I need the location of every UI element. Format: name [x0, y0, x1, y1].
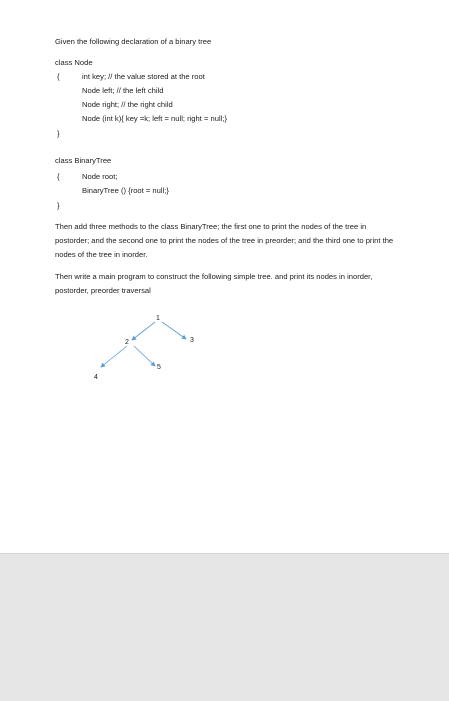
tree-line-constructor: BinaryTree () {root = null;} — [82, 186, 169, 195]
tree-line-root: Node root; — [82, 172, 118, 181]
node-line-constructor: Node (int k){ key =k; left = null; right = null;} — [82, 114, 227, 123]
tree-close-brace: } — [57, 201, 60, 210]
node-close-brace: } — [57, 129, 60, 138]
paragraph-methods: Then add three methods to the class BinaryTree; the first one to print the nodes of the tree in postorder; and the second one to print the nodes of the tree in preorder; and the third one to print the nodes of the tree in inorder. — [55, 222, 394, 259]
node-line-right: Node right; // the right child — [82, 100, 173, 109]
edge-2-4 — [101, 346, 127, 367]
edge-1-3 — [162, 322, 186, 339]
node-class-header: class Node — [55, 58, 93, 67]
node-line-left: Node left; // the left child — [82, 86, 164, 95]
tree-node-5: 5 — [157, 364, 161, 371]
node-open-brace: { — [57, 72, 60, 81]
tree-node-1: 1 — [156, 315, 160, 322]
tree-node-4: 4 — [94, 374, 98, 381]
edge-2-5 — [134, 346, 155, 366]
tree-node-2: 2 — [125, 339, 129, 346]
tree-open-brace: { — [57, 172, 60, 181]
tree-class-header: class BinaryTree — [55, 156, 112, 165]
binary-tree-diagram — [80, 308, 200, 388]
tree-edges — [101, 322, 186, 367]
paragraph-main-program: Then write a main program to construct the following simple tree. and print its nodes in inorder, postorder, preorder traversal — [55, 272, 373, 295]
tree-node-3: 3 — [190, 337, 194, 344]
edge-1-2 — [132, 322, 155, 340]
node-line-key: int key; // the value stored at the root — [82, 72, 205, 81]
intro-text: Given the following declaration of a binary tree — [55, 37, 212, 46]
gray-background-area — [0, 553, 449, 701]
